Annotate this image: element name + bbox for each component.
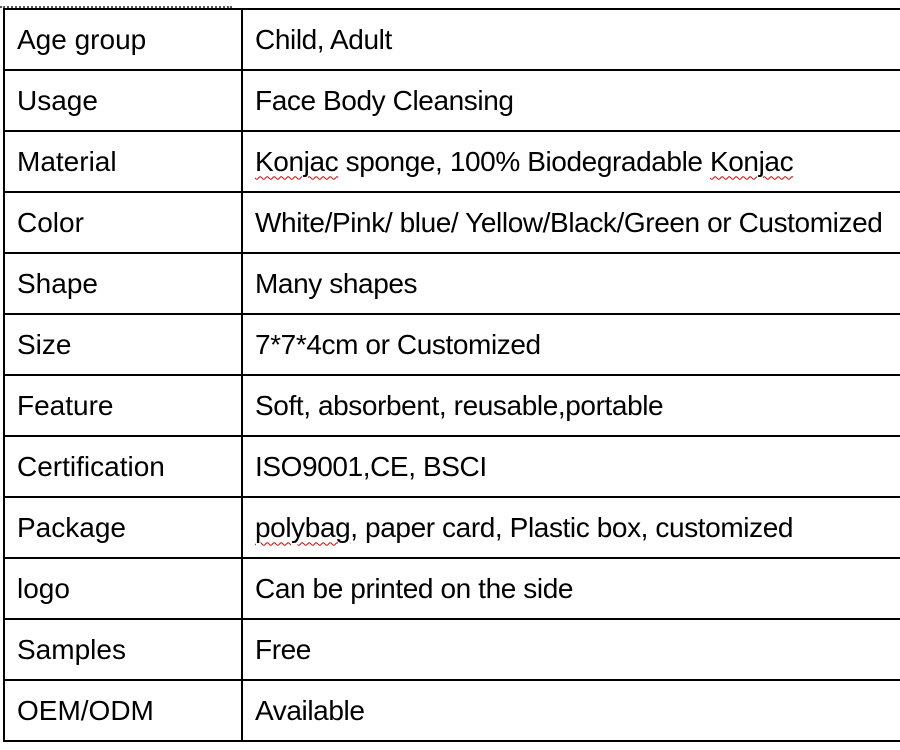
table-row: [4, 192, 900, 253]
row-label: Color: [4, 192, 242, 253]
row-value: White/Pink/ blue/ Yellow/Black/Green or Customized: [242, 192, 900, 253]
row-value: Free: [242, 619, 900, 680]
value-text: , paper card, Plastic box, customized: [350, 511, 794, 543]
table-row: [4, 314, 900, 375]
row-value: [242, 131, 900, 192]
row-value: [242, 497, 900, 558]
row-value: 7*7*4cm or Customized: [242, 314, 900, 375]
row-label: Usage: [4, 70, 242, 131]
table-row: [4, 253, 900, 314]
row-label: logo: [4, 558, 242, 619]
row-label: Certification: [4, 436, 242, 497]
table-row: [4, 619, 900, 680]
row-label: Size: [4, 314, 242, 375]
row-value: Child, Adult: [242, 9, 900, 70]
row-label: Age group: [4, 9, 242, 70]
table-row: [4, 375, 900, 436]
value-text: sponge, 100% Biodegradable: [338, 145, 710, 177]
row-label: Samples: [4, 619, 242, 680]
spellcheck-word: Konjac: [709, 145, 794, 177]
table-row: [4, 9, 900, 70]
table-row: [4, 497, 900, 558]
row-label: OEM/ODM: [4, 680, 242, 741]
row-label: Material: [4, 131, 242, 192]
row-value: Soft, absorbent, reusable,portable: [242, 375, 900, 436]
spec-table: [3, 8, 900, 742]
row-value: Can be printed on the side: [242, 558, 900, 619]
table-row: [4, 558, 900, 619]
table-row: [4, 131, 900, 192]
table-row: [4, 70, 900, 131]
row-value: Face Body Cleansing: [242, 70, 900, 131]
spellcheck-word: polybag: [255, 511, 351, 543]
row-value: ISO9001,CE, BSCI: [242, 436, 900, 497]
row-label: Package: [4, 497, 242, 558]
top-dotted-line: [0, 0, 232, 8]
row-value: Many shapes: [242, 253, 900, 314]
table-row: [4, 680, 900, 741]
row-label: Feature: [4, 375, 242, 436]
spellcheck-word: Konjac: [255, 145, 339, 177]
row-label: Shape: [4, 253, 242, 314]
table-row: [4, 436, 900, 497]
row-value: Available: [242, 680, 900, 741]
